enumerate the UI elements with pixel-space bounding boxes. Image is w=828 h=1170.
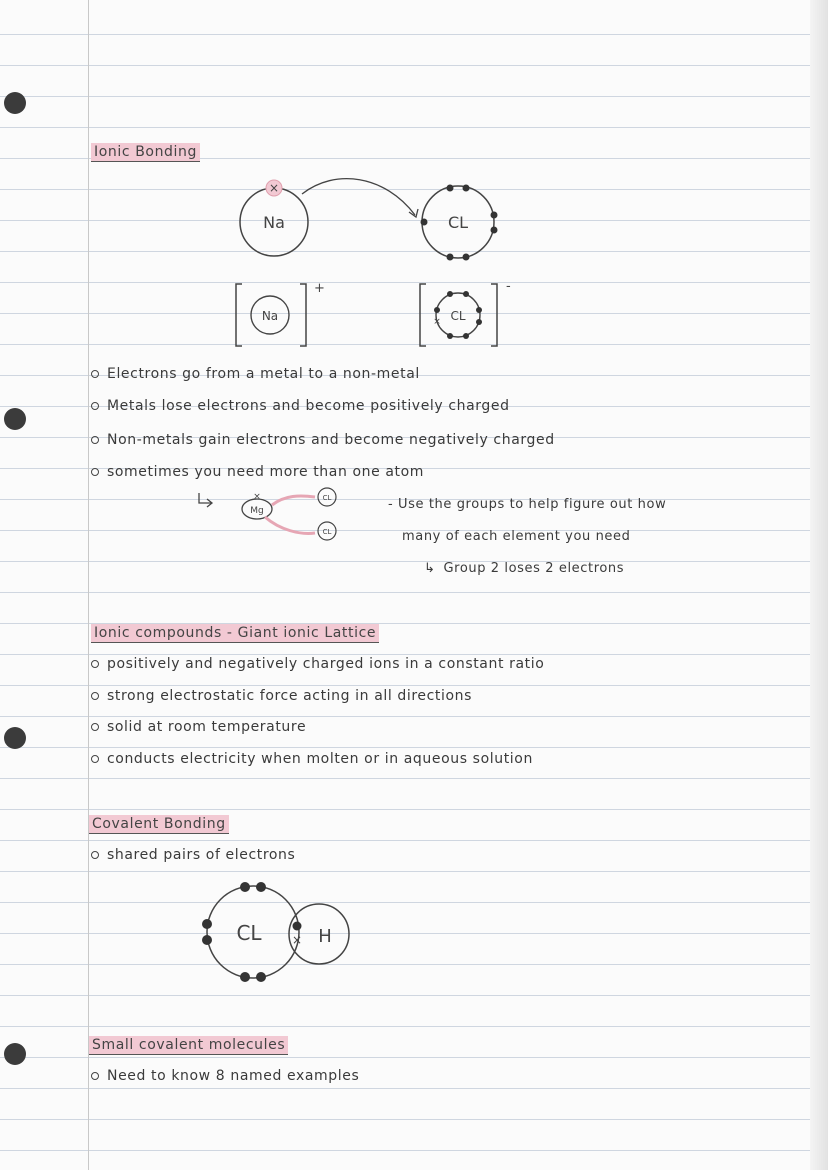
cl-label: CL: [447, 213, 469, 232]
groups-note: - Use the groups to help figure out how: [388, 497, 667, 512]
note-line: Need to know 8 named examples: [91, 1068, 359, 1084]
note-line: conducts electricity when molten or in aqueous solution: [91, 751, 533, 767]
ion-diagram: [230, 278, 530, 353]
margin-line: [88, 0, 89, 1170]
bullet-icon: [91, 755, 99, 763]
binder-hole: [4, 727, 26, 749]
svg-text:×: ×: [253, 492, 261, 502]
binder-hole: [4, 408, 26, 430]
bullet-icon: [91, 692, 99, 700]
svg-text:×: ×: [291, 933, 303, 947]
bullet-icon: [91, 851, 99, 859]
heading-small-covalent: Small covalent molecules: [89, 1036, 288, 1055]
return-arrow-icon: ↳: [424, 561, 436, 576]
heading-ionic-bonding: Ionic Bonding: [91, 143, 200, 162]
cl-small-label: CL: [322, 494, 332, 502]
svg-text:×: ×: [268, 181, 280, 195]
na-ion-label: Na: [261, 309, 279, 323]
page-edge: [810, 0, 828, 1170]
bullet-icon: [91, 1072, 99, 1080]
binder-hole: [4, 92, 26, 114]
note-line: Electrons go from a metal to a non-metal: [91, 366, 420, 382]
h-label: H: [318, 926, 332, 947]
plus-charge: +: [314, 281, 325, 296]
groups-note: many of each element you need: [402, 529, 631, 544]
groups-note: ↳ Group 2 loses 2 electrons: [424, 561, 625, 576]
na-label: Na: [263, 213, 285, 232]
bullet-icon: [91, 660, 99, 668]
cl-small-label: CL: [322, 528, 332, 536]
bullet-icon: [91, 436, 99, 444]
magnesium-chloride-sketch: [195, 485, 355, 550]
bullet-icon: [91, 723, 99, 731]
bullet-icon: [91, 402, 99, 410]
note-line: positively and negatively charged ions in a constant ratio: [91, 656, 544, 672]
note-line: strong electrostatic force acting in all directions: [91, 688, 472, 704]
heading-ionic-compounds: Ionic compounds - Giant ionic Lattice: [91, 624, 379, 643]
note-line: Non-metals gain electrons and become negatively charged: [91, 432, 555, 448]
minus-charge: -: [506, 279, 511, 294]
svg-text:×: ×: [433, 317, 441, 327]
mg-label: Mg: [250, 506, 264, 516]
note-line: Metals lose electrons and become positively charged: [91, 398, 510, 414]
cl-ion-label: CL: [450, 309, 466, 323]
electron-transfer-diagram: [225, 170, 525, 265]
note-line: sometimes you need more than one atom: [91, 464, 424, 480]
binder-hole: [4, 1043, 26, 1065]
bullet-icon: [91, 370, 99, 378]
cl-covalent-label: CL: [236, 921, 262, 945]
heading-covalent-bonding: Covalent Bonding: [89, 815, 229, 834]
note-line: solid at room temperature: [91, 719, 306, 735]
hydrogen-chloride-diagram: [195, 878, 375, 988]
bullet-icon: [91, 468, 99, 476]
note-line: shared pairs of electrons: [91, 847, 295, 863]
